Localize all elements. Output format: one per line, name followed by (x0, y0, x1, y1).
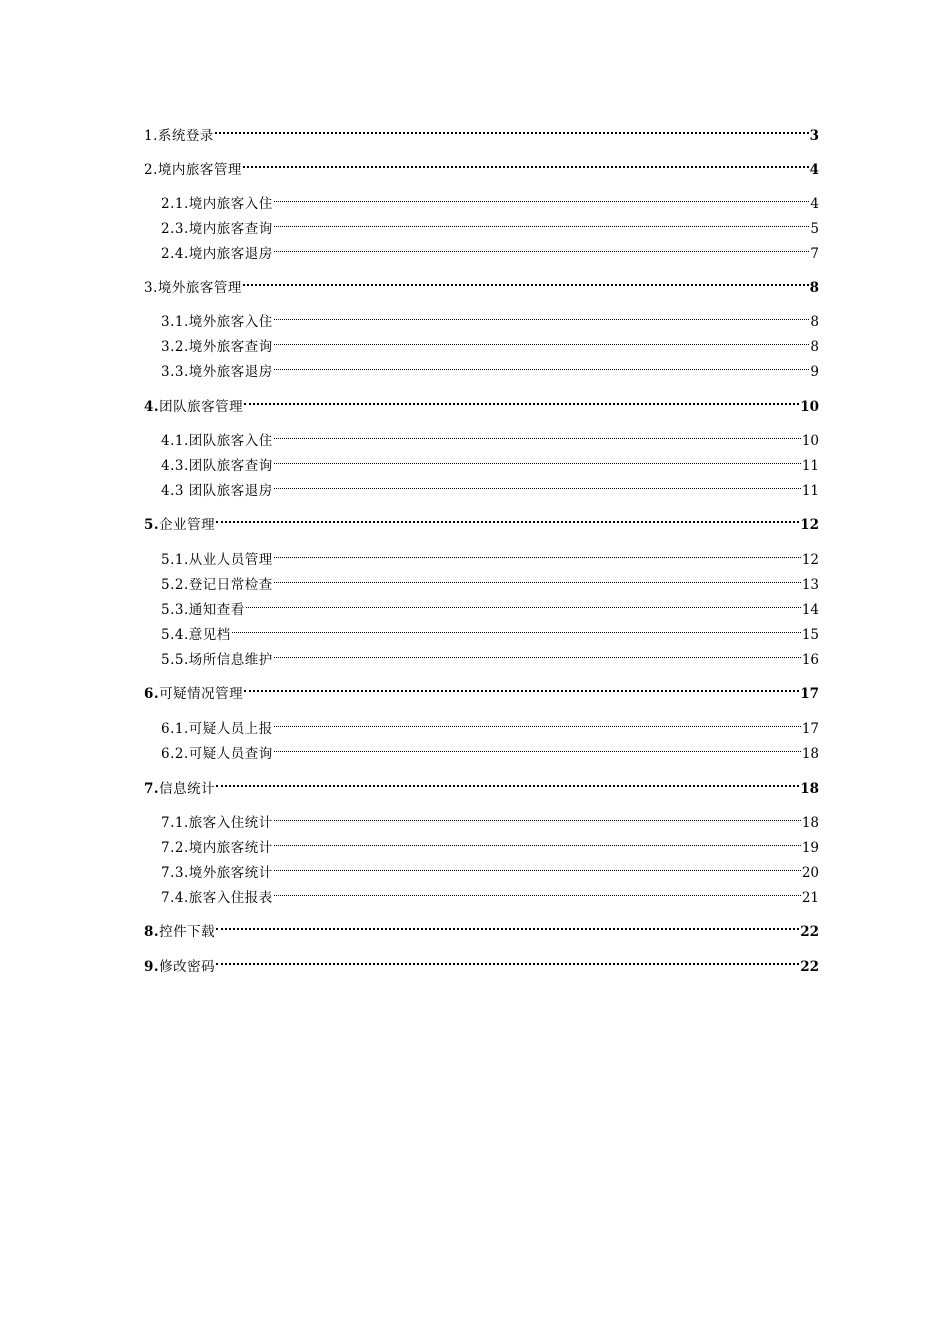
toc-entry-text: 登记日常检查 (188, 577, 273, 593)
toc-entry-text: 意见档 (188, 627, 231, 643)
toc-leader-dots (274, 736, 801, 758)
toc-entry-number: 5.4. (161, 627, 189, 643)
toc-entry-number: 7.4. (161, 890, 189, 906)
toc-entry-text: 境内旅客退房 (188, 246, 273, 262)
toc-entry-text: 境外旅客统计 (188, 865, 273, 881)
toc-entry-page: 22 (800, 924, 819, 940)
toc-entry-page: 11 (801, 483, 819, 499)
toc-leader-dots (216, 914, 799, 936)
toc-entry-number: 2.4. (161, 246, 189, 262)
toc-entry[interactable] (161, 542, 819, 568)
toc-entry-number: 4. (144, 399, 160, 415)
toc-entry[interactable] (144, 152, 819, 178)
toc-entry-title (144, 683, 243, 705)
toc-entry[interactable] (161, 711, 819, 737)
toc-entry-number: 3.2. (161, 339, 189, 355)
toc-entry[interactable] (161, 423, 819, 449)
toc-entry-number: 2.3. (161, 221, 189, 237)
toc-entry-number: 5.3. (161, 602, 189, 618)
toc-entry-number: 5.2. (161, 577, 189, 593)
toc-leader-dots (274, 473, 801, 495)
toc-entry-page: 4 (809, 162, 819, 178)
toc-entry[interactable] (144, 771, 819, 797)
toc-leader-dots (232, 617, 801, 639)
toc-entry-number: 2. (144, 162, 158, 178)
toc-entry-page: 18 (800, 781, 819, 797)
toc-entry-number: 5. (144, 517, 160, 533)
toc-entry[interactable] (161, 736, 819, 762)
toc-leader-dots (246, 592, 801, 614)
toc-entry-number: 7.3. (161, 865, 189, 881)
toc-entry-title (144, 125, 214, 147)
toc-entry-page: 12 (801, 552, 819, 568)
toc-entry-text: 修改密码 (159, 959, 216, 975)
toc-entry-text: 旅客入住统计 (188, 815, 273, 831)
toc-entry-page: 16 (801, 652, 819, 668)
toc-entry[interactable] (144, 676, 819, 702)
toc-entry-page: 22 (800, 959, 819, 975)
toc-entry[interactable] (161, 880, 819, 906)
toc-leader-dots (244, 389, 799, 411)
toc-entry-title (161, 743, 273, 765)
toc-entry-page: 10 (801, 433, 819, 449)
toc-entry-page: 7 (810, 246, 819, 262)
toc-entry-number: 6.1. (161, 721, 189, 737)
toc-entry-page: 13 (801, 577, 819, 593)
toc-entry-title (144, 277, 242, 299)
toc-leader-dots (274, 567, 801, 589)
toc-entry-title (161, 243, 273, 265)
toc-leader-dots (274, 830, 801, 852)
toc-entry-text: 团队旅客入住 (188, 433, 273, 449)
toc-entry-title (144, 778, 215, 800)
toc-entry-text: 团队旅客管理 (159, 399, 244, 415)
toc-entry-text: 团队旅客查询 (188, 458, 273, 474)
toc-entry-text: 境内旅客入住 (188, 196, 273, 212)
toc-entry[interactable] (161, 592, 819, 618)
toc-entry-number: 6.2. (161, 746, 189, 762)
toc-entry-number: 2.1. (161, 196, 189, 212)
toc-leader-dots (274, 805, 801, 827)
toc-leader-dots (274, 304, 810, 326)
toc-entry[interactable] (161, 830, 819, 856)
toc-entry-page: 18 (801, 815, 819, 831)
toc-entry-title (161, 480, 273, 502)
toc-entry-text: 场所信息维护 (188, 652, 273, 668)
toc-leader-dots (244, 676, 799, 698)
toc-entry-page: 8 (809, 280, 819, 296)
toc-entry-page: 12 (800, 517, 819, 533)
toc-entry-number: 5.1. (161, 552, 189, 568)
toc-entry-number: 5.5. (161, 652, 189, 668)
toc-entry-page: 11 (801, 458, 819, 474)
toc-entry-text: 旅客入住报表 (188, 890, 273, 906)
toc-entry-page: 8 (810, 339, 819, 355)
toc-entry-title (161, 887, 273, 909)
toc-entry-title (161, 361, 273, 383)
toc-entry[interactable] (161, 304, 819, 330)
toc-leader-dots (274, 329, 810, 351)
toc-entry[interactable] (144, 270, 819, 296)
toc-entry-text: 企业管理 (159, 517, 216, 533)
toc-entry-text: 境内旅客管理 (157, 162, 242, 178)
toc-entry-title (144, 396, 243, 418)
toc-entry[interactable] (161, 354, 819, 380)
toc-entry[interactable] (161, 211, 819, 237)
toc-entry[interactable] (161, 567, 819, 593)
toc-entry-text: 可疑人员上报 (188, 721, 273, 737)
toc-entry-text: 境外旅客查询 (188, 339, 273, 355)
toc-entry-number: 7.2. (161, 840, 189, 856)
toc-entry-page: 17 (801, 721, 819, 737)
toc-entry-number: 3. (144, 280, 158, 296)
toc-entry[interactable] (144, 949, 819, 975)
toc-entry-number: 7.1. (161, 815, 189, 831)
toc-entry-text: 境外旅客管理 (157, 280, 242, 296)
toc-leader-dots (215, 118, 809, 140)
toc-entry-title (144, 159, 242, 181)
toc-entry-title (144, 956, 215, 978)
toc-entry[interactable] (144, 118, 819, 144)
toc-entry[interactable] (161, 617, 819, 643)
toc-entry-page: 10 (800, 399, 819, 415)
toc-entry-page: 9 (810, 364, 819, 380)
toc-entry-number: 4.1. (161, 433, 189, 449)
toc-entry-page: 17 (800, 686, 819, 702)
toc-entry-page: 18 (801, 746, 819, 762)
toc-entry-text: 控件下载 (159, 924, 216, 940)
toc-leader-dots (274, 423, 801, 445)
toc-entry-text: 境外旅客退房 (188, 364, 273, 380)
toc-leader-dots (243, 270, 809, 292)
toc-leader-dots (274, 354, 810, 376)
toc-entry-text: 通知查看 (188, 602, 245, 618)
toc-entry-text: 境内旅客查询 (188, 221, 273, 237)
toc-entry-title (161, 649, 273, 671)
toc-leader-dots (274, 211, 810, 233)
toc-entry-number: 4.3 (161, 483, 184, 499)
toc-entry-text: 可疑人员查询 (188, 746, 273, 762)
toc-entry-page: 4 (810, 196, 819, 212)
toc-entry[interactable] (161, 642, 819, 668)
toc-entry-page: 8 (810, 314, 819, 330)
toc-entry-number: 1. (144, 128, 158, 144)
toc-entry-text: 从业人员管理 (188, 552, 273, 568)
toc-entry-number: 3.1. (161, 314, 189, 330)
toc-entry-page: 3 (809, 128, 819, 144)
toc-entry-page: 21 (801, 890, 819, 906)
toc-entry-text: 境外旅客入住 (188, 314, 273, 330)
toc-entry[interactable] (161, 186, 819, 212)
toc-entry-page: 20 (801, 865, 819, 881)
toc-leader-dots (274, 186, 810, 208)
toc-entry-number: 7. (144, 781, 160, 797)
toc-entry-text: 团队旅客退房 (183, 483, 273, 499)
toc-entry[interactable] (144, 507, 819, 533)
toc-entry-title (144, 921, 215, 943)
toc-entry[interactable] (161, 805, 819, 831)
toc-leader-dots (216, 771, 799, 793)
toc-leader-dots (243, 152, 809, 174)
toc-entry[interactable] (161, 329, 819, 355)
toc-entry-number: 9. (144, 959, 160, 975)
toc-leader-dots (216, 507, 799, 529)
toc-entry-number: 3.3. (161, 364, 189, 380)
toc-leader-dots (274, 711, 801, 733)
toc-leader-dots (274, 448, 801, 470)
toc-entry-number: 6. (144, 686, 160, 702)
toc-entry-text: 系统登录 (157, 128, 214, 144)
toc-entry-title (144, 514, 215, 536)
toc-entry[interactable] (144, 389, 819, 415)
toc-entry-text: 信息统计 (159, 781, 216, 797)
toc-entry[interactable] (161, 448, 819, 474)
toc-entry-page: 19 (801, 840, 819, 856)
toc-leader-dots (274, 236, 810, 258)
toc-entry[interactable] (161, 855, 819, 881)
toc-leader-dots (216, 949, 799, 971)
toc-entry-page: 5 (810, 221, 819, 237)
toc-entry-text: 可疑情况管理 (159, 686, 244, 702)
toc-leader-dots (274, 880, 801, 902)
toc-entry[interactable] (161, 236, 819, 262)
toc-entry-page: 14 (801, 602, 819, 618)
toc-entry-page: 15 (801, 627, 819, 643)
toc-leader-dots (274, 542, 801, 564)
toc-leader-dots (274, 855, 801, 877)
toc-leader-dots (274, 642, 801, 664)
toc-entry[interactable] (161, 473, 819, 499)
toc-entry-number: 8. (144, 924, 160, 940)
toc-entry-number: 4.3. (161, 458, 189, 474)
toc-entry[interactable] (144, 914, 819, 940)
toc-entry-text: 境内旅客统计 (188, 840, 273, 856)
